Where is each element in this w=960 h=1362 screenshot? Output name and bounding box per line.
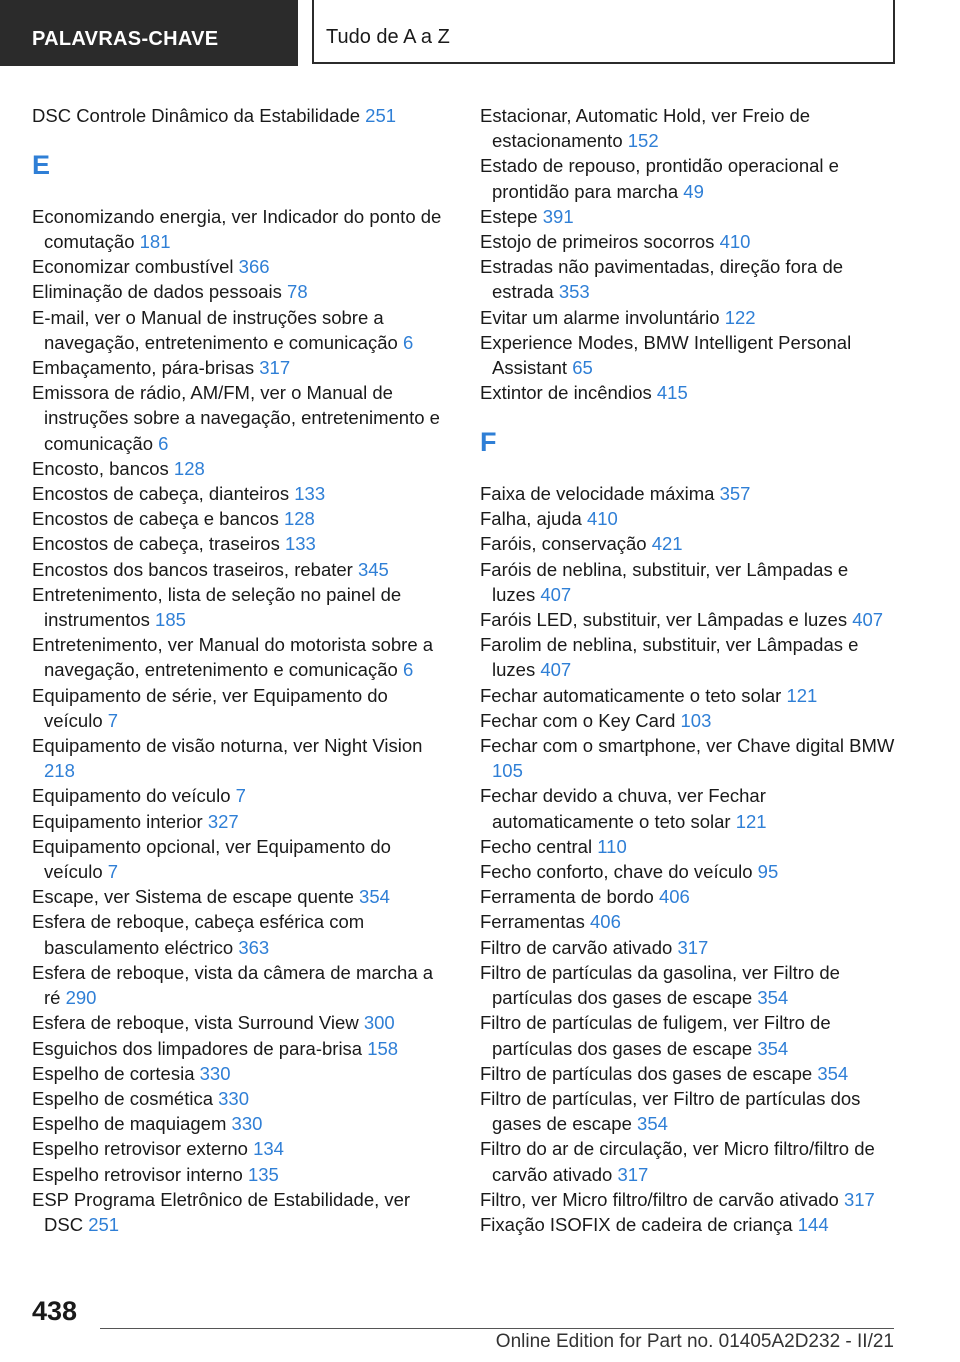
index-entry — [480, 909, 895, 934]
page-reference-link[interactable]: 251 — [365, 105, 397, 126]
index-entry-text: Filtro de partículas dos gases de escape — [480, 1062, 813, 1084]
index-entry — [32, 1187, 447, 1237]
index-entry — [480, 103, 895, 153]
index-entry-text: Filtro de carvão ativado — [480, 936, 673, 958]
index-entry — [480, 783, 895, 833]
index-entry — [32, 582, 447, 632]
index-entry — [32, 834, 447, 884]
page-reference-link[interactable]: 158 — [367, 1037, 399, 1059]
page-reference-link[interactable]: 181 — [139, 231, 171, 252]
index-entry — [480, 204, 895, 229]
index-entry — [32, 909, 447, 959]
page-reference-link[interactable]: 317 — [617, 1163, 649, 1185]
page-reference-link[interactable]: 330 — [218, 1087, 250, 1109]
page-reference-link[interactable]: 407 — [540, 659, 572, 681]
index-entry — [32, 279, 447, 304]
index-entry — [480, 632, 895, 682]
index-entry — [32, 355, 447, 380]
page-reference-link[interactable]: 122 — [724, 306, 756, 328]
index-entry-text: Faróis LED, substituir, ver Lâmpadas e luzes — [480, 609, 848, 631]
index-entry-text: Fechar com o smartphone, ver Chave digital BMW — [480, 735, 895, 757]
index-entry — [480, 1086, 895, 1136]
index-entry-text: Equipamento do veículo — [32, 785, 231, 807]
index-entry-text: Eliminação de dados pessoais — [32, 281, 282, 303]
page-reference-link[interactable]: 354 — [817, 1062, 849, 1084]
index-entry — [32, 531, 447, 556]
page-number: 438 — [32, 1296, 78, 1326]
index-entry-text: Faixa de velocidade máxima — [480, 483, 715, 505]
page-reference-link[interactable]: 317 — [677, 936, 709, 958]
index-entry — [32, 557, 447, 582]
page-reference-link[interactable]: 135 — [247, 1163, 279, 1185]
page-reference-link[interactable]: 7 — [235, 785, 246, 807]
index-entry-text: Emissora de rádio, AM/FM, ver o Manual de instruções sobre a navegação, entretenimento e comunicação — [32, 382, 440, 454]
index-entry — [480, 884, 895, 909]
index-entry-text: Equipamento de visão noturna, ver Night Vision — [32, 735, 423, 757]
page-reference-link[interactable]: 410 — [586, 508, 618, 530]
index-entry — [32, 456, 447, 481]
index-entry — [32, 783, 447, 808]
index-entry — [480, 506, 895, 531]
index-entry-text: Filtro de partículas, ver Filtro de partículas dos gases de escape — [480, 1087, 861, 1135]
page-reference-link[interactable]: 6 — [402, 331, 414, 353]
index-entry — [32, 1061, 447, 1086]
section-label: PALAVRAS-CHAVE — [32, 28, 219, 50]
index-entry-text: Esfera de reboque, vista Surround View — [32, 1012, 359, 1034]
page-reference-link[interactable]: 128 — [283, 508, 315, 530]
index-entry-text: ESP Programa Eletrônico de Estabilidade, ver DSC — [32, 1188, 411, 1235]
index-entry — [480, 305, 895, 330]
page-reference-link[interactable]: 65 — [572, 357, 593, 379]
index-entry — [480, 935, 895, 960]
page-reference-link[interactable]: 185 — [155, 609, 186, 631]
page-reference-link[interactable]: 366 — [238, 256, 270, 278]
index-entry — [32, 1010, 447, 1035]
page-reference-link[interactable]: 363 — [238, 936, 270, 958]
index-entry — [480, 330, 895, 380]
index-entry-text: Espelho retrovisor externo — [32, 1138, 248, 1160]
index-entry-text: Equipamento opcional, ver Equipamento do veículo — [32, 835, 391, 883]
index-entry-text: Experience Modes, BMW Intelligent Personal Assistant — [480, 331, 852, 379]
page-header — [0, 0, 960, 66]
page-reference-link[interactable]: 103 — [680, 709, 712, 731]
index-entry-text: Evitar um alarme involuntário — [480, 306, 720, 328]
page-reference-link[interactable]: 407 — [852, 609, 884, 631]
index-entry-text: Esguichos dos limpadores de para-brisa — [32, 1037, 363, 1059]
index-column-right — [480, 103, 895, 1237]
page-reference-link[interactable]: 133 — [284, 533, 316, 555]
index-entry-text: Farolim de neblina, substituir, ver Lâmpadas e luzes — [480, 634, 859, 681]
page-reference-link[interactable]: 317 — [259, 357, 291, 379]
page-reference-link[interactable]: 391 — [542, 205, 574, 227]
page-reference-link[interactable]: 251 — [88, 1213, 120, 1235]
index-entry-text: DSC Controle Dinâmico da Estabilidade — [32, 105, 361, 126]
index-entry-text: Encosto, bancos — [32, 457, 169, 479]
index-entry — [32, 254, 447, 279]
section-tab — [0, 0, 298, 66]
index-entry — [32, 1111, 447, 1136]
index-entry — [32, 884, 447, 909]
page-reference-link[interactable]: 7 — [107, 709, 119, 731]
page-reference-link[interactable]: 317 — [843, 1188, 875, 1210]
index-entry-text: Estepe — [480, 205, 538, 227]
index-entry-text: Encostos de cabeça, dianteiros — [32, 483, 290, 505]
index-entry-text: Filtro de partículas de fuligem, ver Filtro de partículas dos gases de escape — [480, 1012, 831, 1059]
page-reference-link[interactable]: 354 — [637, 1113, 668, 1135]
index-entry — [480, 481, 895, 506]
index-entry-text: Fixação ISOFIX de cadeira de criança — [480, 1213, 793, 1235]
page-reference-link[interactable]: 354 — [757, 987, 789, 1009]
index-entry-text: Fechar automaticamente o teto solar — [480, 684, 782, 706]
index-entry — [32, 103, 447, 128]
index-entry-text: Estradas não pavimentadas, direção fora de estrada — [480, 256, 844, 303]
index-entry — [32, 1086, 447, 1111]
index-entry-text: Estojo de primeiros socorros — [480, 231, 715, 253]
index-entry-text: E-mail, ver o Manual de instruções sobre a navegação, entretenimento e comunicação — [32, 306, 398, 353]
index-entry — [32, 960, 447, 1010]
index-entry-text: Extintor de incêndios — [480, 382, 652, 404]
index-entry-text: Economizando energia, ver Indicador do ponto de comutação — [32, 205, 442, 252]
index-entry-text: Espelho de maquiagem — [32, 1113, 227, 1135]
index-entry-text: Falha, ajuda — [480, 508, 582, 530]
page-reference-link[interactable]: 110 — [597, 835, 627, 857]
index-entry-text: Espelho de cosmética — [32, 1087, 213, 1109]
page-reference-link[interactable]: 407 — [540, 583, 572, 605]
index-entry — [480, 1136, 895, 1186]
index-entry-text: Faróis de neblina, substituir, ver Lâmpadas e luzes — [480, 558, 849, 605]
index-entry — [480, 254, 895, 304]
index-entry-text: Entretenimento, ver Manual do motorista sobre a navegação, entretenimento e comunicação — [32, 634, 434, 681]
index-entry — [480, 859, 895, 884]
page-reference-link[interactable]: 330 — [199, 1062, 231, 1084]
page-reference-link[interactable]: 152 — [627, 130, 659, 152]
index-entry — [32, 1036, 447, 1061]
index-letter-heading: F — [480, 427, 497, 458]
index-entry — [32, 380, 447, 456]
index-entry — [480, 1212, 895, 1237]
page-reference-link[interactable]: 95 — [757, 861, 779, 883]
index-entry — [480, 733, 895, 783]
index-entry — [32, 506, 447, 531]
page-reference-link[interactable]: 78 — [287, 281, 308, 303]
page-reference-link[interactable]: 290 — [65, 987, 97, 1009]
index-entry — [480, 607, 895, 632]
edition-info: Online Edition for Part no. 01405A2D232 - II/21 — [495, 1331, 894, 1352]
page-reference-link[interactable]: 7 — [107, 861, 119, 883]
page-reference-link[interactable]: 353 — [558, 281, 590, 303]
page-reference-link[interactable]: 406 — [590, 911, 621, 933]
page-reference-link[interactable]: 354 — [757, 1037, 789, 1059]
page-reference-link[interactable]: 345 — [357, 558, 389, 580]
page-reference-link[interactable]: 415 — [656, 382, 688, 404]
page-reference-link[interactable]: 218 — [44, 760, 75, 782]
index-column-left — [32, 103, 447, 1237]
index-entry-text: Estacionar, Automatic Hold, ver Freio de estacionamento — [480, 105, 811, 152]
page-reference-link[interactable]: 354 — [359, 886, 390, 908]
page-reference-link[interactable]: 121 — [786, 684, 818, 706]
index-entry — [480, 153, 895, 203]
page-reference-link[interactable]: 327 — [207, 810, 239, 832]
page-reference-link[interactable]: 144 — [797, 1213, 829, 1235]
page-reference-link[interactable]: 357 — [719, 483, 751, 505]
index-entry — [480, 557, 895, 607]
index-entry — [32, 1162, 447, 1187]
index-entry-text: Fechar com o Key Card — [480, 709, 676, 731]
page-reference-link[interactable]: 105 — [492, 760, 523, 782]
index-entry-text: Filtro do ar de circulação, ver Micro filtro/filtro de carvão ativado — [480, 1138, 875, 1185]
index-entry-text: Ferramentas — [480, 911, 585, 933]
index-entry — [480, 380, 895, 405]
index-entry-text: Faróis, conservação — [480, 533, 647, 555]
index-entry-text: Economizar combustível — [32, 256, 234, 278]
index-entry-text: Espelho de cortesia — [32, 1062, 195, 1084]
index-entry-text: Encostos de cabeça e bancos — [32, 508, 279, 530]
page-reference-link[interactable]: 6 — [402, 659, 414, 681]
index-entry — [32, 683, 447, 733]
index-entry-text: Ferramenta de bordo — [480, 886, 654, 908]
index-entry — [480, 1187, 895, 1212]
index-entry-text: Entretenimento, lista de seleção no painel de instrumentos — [32, 583, 402, 631]
index-entry — [480, 708, 895, 733]
footer-divider — [100, 1328, 894, 1329]
index-entry-text: Escape, ver Sistema de escape quente — [32, 886, 354, 908]
index-entry-text: Fecho conforto, chave do veículo — [480, 861, 753, 883]
index-entry-text: Estado de repouso, prontidão operacional e prontidão para marcha — [480, 155, 839, 202]
index-entry — [480, 1061, 895, 1086]
page-reference-link[interactable]: 410 — [719, 231, 751, 253]
index-letter-heading: E — [32, 150, 51, 181]
page-reference-link[interactable]: 134 — [253, 1138, 284, 1160]
index-entry-text: Encostos de cabeça, traseiros — [32, 533, 280, 555]
index-entry — [480, 229, 895, 254]
index-entry — [32, 632, 447, 682]
index-entry-text: Filtro, ver Micro filtro/filtro de carvão ativado — [480, 1188, 839, 1210]
page-reference-link[interactable]: 421 — [651, 533, 683, 555]
index-entry-text: Equipamento de série, ver Equipamento do veículo — [32, 684, 388, 731]
index-entry — [32, 481, 447, 506]
index-entry — [480, 960, 895, 1010]
page-reference-link[interactable]: 128 — [173, 457, 205, 479]
index-entry-text: Espelho retrovisor interno — [32, 1163, 243, 1185]
page-reference-link[interactable]: 121 — [735, 810, 767, 832]
page-reference-link[interactable]: 300 — [363, 1012, 395, 1034]
index-entry-text: Filtro de partículas da gasolina, ver Filtro de partículas dos gases de escape — [480, 961, 840, 1009]
index-entry — [32, 204, 447, 254]
chapter-title: Tudo de A a Z — [326, 26, 450, 48]
index-entry-text: Fecho central — [480, 835, 593, 857]
index-entry — [480, 531, 895, 556]
page-reference-link[interactable]: 406 — [658, 886, 690, 908]
index-entry — [480, 683, 895, 708]
index-entry-text: Equipamento interior — [32, 810, 203, 832]
page-reference-link[interactable]: 6 — [158, 432, 169, 454]
page-reference-link[interactable]: 49 — [683, 180, 704, 202]
page-reference-link[interactable]: 133 — [294, 483, 326, 505]
index-entry-text: Embaçamento, pára-brisas — [32, 357, 255, 379]
chapter-tab — [312, 0, 895, 64]
index-entry-text: Encostos dos bancos traseiros, rebater — [32, 558, 353, 580]
index-entry — [32, 809, 447, 834]
index-entry — [32, 1136, 447, 1161]
index-entry-text: Esfera de reboque, vista da câmera de marcha a ré — [32, 961, 434, 1009]
index-entry — [32, 733, 447, 783]
page-reference-link[interactable]: 330 — [231, 1113, 263, 1135]
index-entry — [480, 1010, 895, 1060]
index-entry — [480, 834, 895, 859]
index-entry — [32, 305, 447, 355]
index-entry-text: Esfera de reboque, cabeça esférica com basculamento eléctrico — [32, 911, 365, 958]
index-entry-text: Fechar devido a chuva, ver Fechar automaticamente o teto solar — [480, 785, 766, 832]
